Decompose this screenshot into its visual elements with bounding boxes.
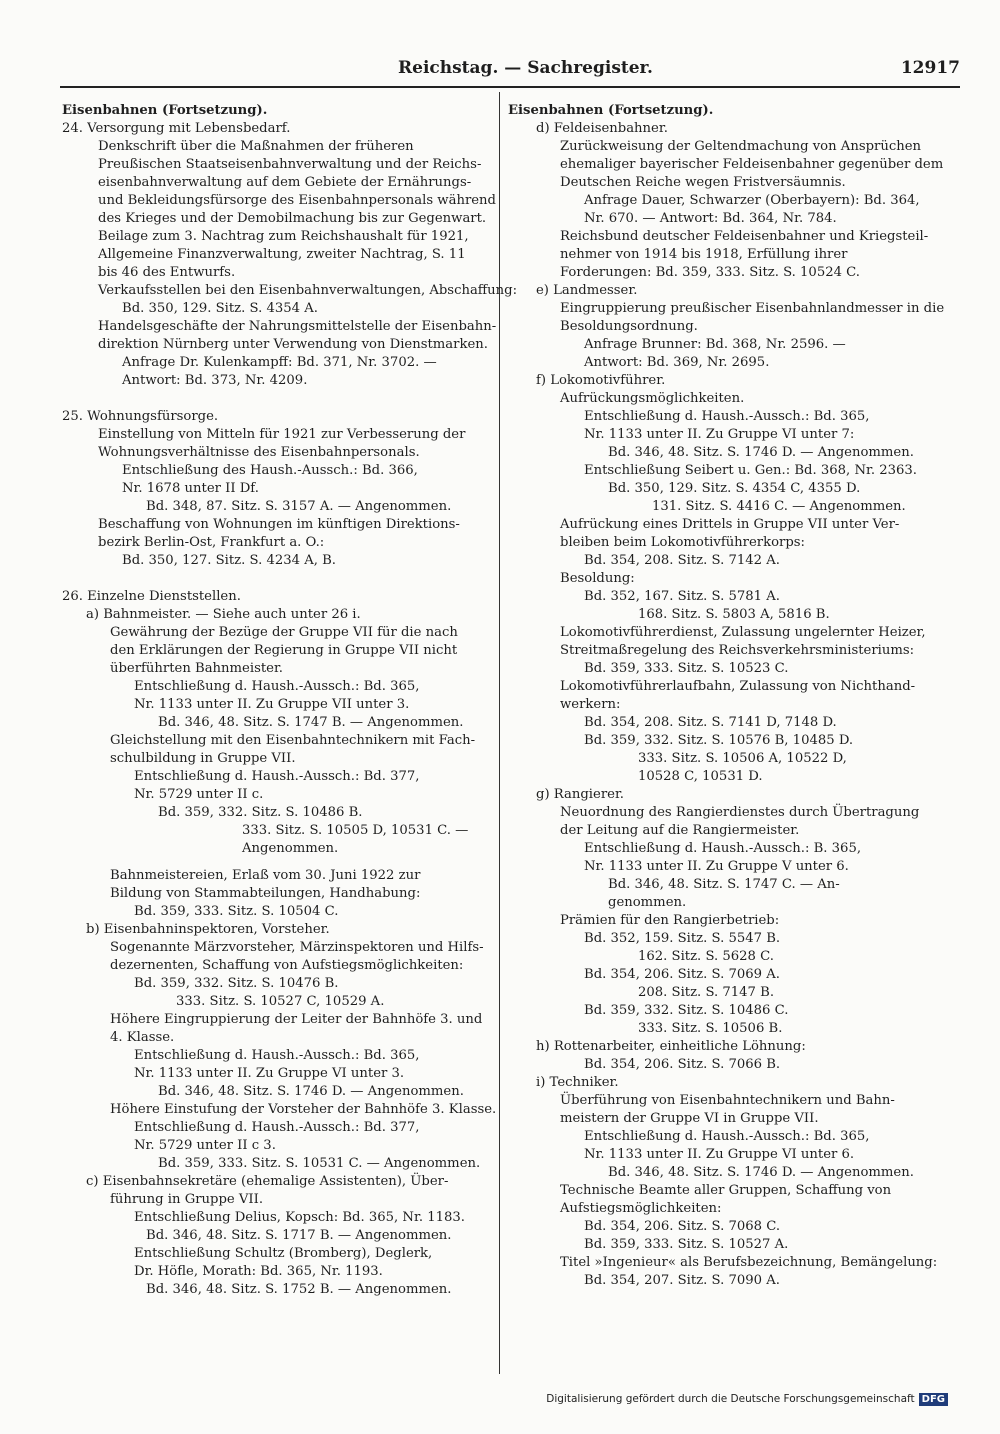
- index-entry-line: 333. Sitz. S. 10506 A, 10522 D,: [638, 751, 847, 766]
- index-entry-line: Bd. 346, 48. Sitz. S. 1746 D. — Angenommen.: [158, 1084, 464, 1099]
- index-entry-line: der Leitung auf die Rangiermeister.: [560, 823, 800, 838]
- index-entry-line: Aufrückung eines Drittels in Gruppe VII unter Ver-: [560, 517, 900, 532]
- index-entry-line: Eingruppierung preußischer Eisenbahnlandmesser in die: [560, 301, 945, 316]
- index-entry-line: Dr. Höfle, Morath: Bd. 365, Nr. 1193.: [134, 1264, 383, 1279]
- index-entry-line: Technische Beamte aller Gruppen, Schaffung von: [560, 1183, 892, 1198]
- index-entry-line: dezernenten, Schaffung von Aufstiegsmöglichkeiten:: [110, 958, 464, 973]
- index-entry-line: Bd. 359, 332. Sitz. S. 10476 B.: [134, 976, 339, 991]
- index-entry-line: genommen.: [608, 895, 687, 910]
- index-entry-line: Bd. 359, 332. Sitz. S. 10486 B.: [158, 805, 363, 820]
- index-entry-line: Überführung von Eisenbahntechnikern und Bahn-: [560, 1093, 895, 1108]
- index-entry-line: Nr. 1133 unter II. Zu Gruppe VI unter 7:: [584, 427, 855, 442]
- index-entry-line: Lokomotivführerdienst, Zulassung ungelernter Heizer,: [560, 625, 926, 640]
- numbered-heading: 26. Einzelne Dienststellen.: [62, 589, 241, 604]
- index-entry-line: Anfrage Brunner: Bd. 368, Nr. 2596. —: [584, 337, 846, 352]
- index-entry-line: Wohnungsverhältnisse des Eisenbahnpersonals.: [98, 445, 420, 460]
- index-entry-line: Bd. 359, 333. Sitz. S. 10523 C.: [584, 661, 789, 676]
- index-entry-line: Bd. 354, 207. Sitz. S. 7090 A.: [584, 1273, 780, 1288]
- index-entry-line: Bd. 348, 87. Sitz. S. 3157 A. — Angenommen.: [146, 499, 452, 514]
- section-heading: Eisenbahnen (Fortsetzung).: [508, 103, 714, 118]
- index-entry-line: Zurückweisung der Geltendmachung von Ansprüchen: [560, 139, 922, 154]
- index-entry-line: Bd. 354, 208. Sitz. S. 7141 D, 7148 D.: [584, 715, 837, 730]
- index-entry-line: schulbildung in Gruppe VII.: [110, 751, 296, 766]
- index-entry-line: Besoldung:: [560, 571, 635, 586]
- index-entry-line: Bd. 346, 48. Sitz. S. 1747 C. — An-: [608, 877, 840, 892]
- index-entry-line: Entschließung d. Haush.-Aussch.: Bd. 377,: [134, 769, 420, 784]
- left-column: [62, 102, 518, 1299]
- index-entry-line: Nr. 1133 unter II. Zu Gruppe V unter 6.: [584, 859, 849, 874]
- index-entry-line: Gleichstellung mit den Eisenbahntechnikern mit Fach-: [110, 733, 476, 748]
- index-entry-line: Antwort: Bd. 373, Nr. 4209.: [122, 373, 308, 388]
- index-entry-line: Entschließung d. Haush.-Aussch.: Bd. 365,: [584, 1129, 870, 1144]
- index-entry-line: Bd. 359, 333. Sitz. S. 10531 C. — Angenommen.: [158, 1156, 481, 1171]
- index-entry-line: Höhere Einstufung der Vorsteher der Bahnhöfe 3. Klasse.: [110, 1102, 497, 1117]
- index-entry-line: Allgemeine Finanzverwaltung, zweiter Nachtrag, S. 11: [98, 247, 466, 262]
- index-entry-line: Bd. 346, 48. Sitz. S. 1746 D. — Angenommen.: [608, 1165, 914, 1180]
- index-entry-line: Bd. 346, 48. Sitz. S. 1746 D. — Angenommen.: [608, 445, 914, 460]
- index-entry-line: Bd. 359, 333. Sitz. S. 10527 A.: [584, 1237, 789, 1252]
- index-entry-line: 4. Klasse.: [110, 1030, 175, 1045]
- index-entry-line: Entschließung d. Haush.-Aussch.: Bd. 365,: [134, 1048, 420, 1063]
- index-entry-line: Beilage zum 3. Nachtrag zum Reichshaushalt für 1921,: [98, 229, 469, 244]
- index-entry-line: Bahnmeistereien, Erlaß vom 30. Juni 1922 zur: [110, 868, 421, 883]
- running-title: Reichstag. — Sachregister.: [398, 58, 653, 78]
- index-entry-line: Bd. 350, 129. Sitz. S. 4354 C, 4355 D.: [608, 481, 861, 496]
- index-entry-line: Bd. 352, 167. Sitz. S. 5781 A.: [584, 589, 780, 604]
- sub-heading: g) Rangierer.: [536, 787, 624, 802]
- sub-heading: h) Rottenarbeiter, einheitliche Löhnung:: [536, 1039, 806, 1054]
- index-entry-line: des Krieges und der Demobilmachung bis zur Gegenwart.: [98, 211, 487, 226]
- index-entry-line: Höhere Eingruppierung der Leiter der Bahnhöfe 3. und: [110, 1012, 483, 1027]
- index-entry-line: Bildung von Stammabteilungen, Handhabung:: [110, 886, 421, 901]
- index-entry-line: Forderungen: Bd. 359, 333. Sitz. S. 10524 C.: [560, 265, 860, 280]
- index-entry-line: Anfrage Dr. Kulenkampff: Bd. 371, Nr. 3702. —: [122, 355, 437, 370]
- index-entry-line: bis 46 des Entwurfs.: [98, 265, 236, 280]
- index-entry-line: 168. Sitz. S. 5803 A, 5816 B.: [638, 607, 830, 622]
- index-entry-line: Aufstiegsmöglichkeiten:: [560, 1201, 722, 1216]
- index-entry-line: Bd. 354, 206. Sitz. S. 7066 B.: [584, 1057, 781, 1072]
- index-entry-line: Bd. 350, 127. Sitz. S. 4234 A, B.: [122, 553, 337, 568]
- index-entry-line: nehmer von 1914 bis 1918, Erfüllung ihrer: [560, 247, 848, 262]
- index-entry-line: Sogenannte Märzvorsteher, Märzinspektoren und Hilfs-: [110, 940, 484, 955]
- index-entry-line: Nr. 5729 unter II c.: [134, 787, 264, 802]
- index-entry-line: Bd. 346, 48. Sitz. S. 1717 B. — Angenommen.: [146, 1228, 452, 1243]
- index-entry-line: Reichsbund deutscher Feldeisenbahner und Kriegsteil-: [560, 229, 929, 244]
- index-entry-line: Entschließung Schultz (Bromberg), Deglerk,: [134, 1246, 433, 1261]
- index-entry-line: und Bekleidungsfürsorge des Eisenbahnpersonals während: [98, 193, 496, 208]
- index-entry-line: Deutschen Reiche wegen Fristversäumnis.: [560, 175, 846, 190]
- index-entry-line: führung in Gruppe VII.: [110, 1192, 264, 1207]
- index-entry-line: Bd. 354, 206. Sitz. S. 7068 C.: [584, 1219, 781, 1234]
- index-entry-line: Bd. 359, 332. Sitz. S. 10486 C.: [584, 1003, 789, 1018]
- index-entry-line: Lokomotivführerlaufbahn, Zulassung von Nichthand-: [560, 679, 916, 694]
- index-entry-line: 333. Sitz. S. 10527 C, 10529 A.: [176, 994, 385, 1009]
- spacer: [62, 390, 494, 408]
- section-heading: Eisenbahnen (Fortsetzung).: [62, 103, 268, 118]
- index-entry-line: Neuordnung des Rangierdienstes durch Übertragung: [560, 805, 920, 820]
- index-entry-line: Bd. 359, 332. Sitz. S. 10576 B, 10485 D.: [584, 733, 854, 748]
- sub-heading: c) Eisenbahnsekretäre (ehemalige Assistenten), Über-: [86, 1174, 449, 1189]
- index-entry-line: 162. Sitz. S. 5628 C.: [638, 949, 774, 964]
- index-entry-line: Gewährung der Bezüge der Gruppe VII für die nach: [110, 625, 458, 640]
- index-entry-line: ehemaliger bayerischer Feldeisenbahner gegenüber dem: [560, 157, 944, 172]
- index-entry-line: Besoldungsordnung.: [560, 319, 698, 334]
- index-entry-line: direktion Nürnberg unter Verwendung von Dienstmarken.: [98, 337, 488, 352]
- index-entry-line: Handelsgeschäfte der Nahrungsmittelstelle der Eisenbahn-: [98, 319, 497, 334]
- sub-heading: d) Feldeisenbahner.: [536, 121, 668, 136]
- index-entry-line: 333. Sitz. S. 10505 D, 10531 C. —: [242, 823, 469, 838]
- index-entry-line: Aufrückungsmöglichkeiten.: [560, 391, 745, 406]
- sub-heading: b) Eisenbahninspektoren, Vorsteher.: [86, 922, 330, 937]
- index-entry-line: den Erklärungen der Regierung in Gruppe VII nicht: [110, 643, 458, 658]
- index-entry-line: Titel »Ingenieur« als Berufsbezeichnung, Bemängelung:: [560, 1255, 938, 1270]
- index-entry-line: 333. Sitz. S. 10506 B.: [638, 1021, 783, 1036]
- index-entry-line: Verkaufsstellen bei den Eisenbahnverwaltungen, Abschaffung:: [98, 283, 518, 298]
- index-entry-line: Bd. 359, 333. Sitz. S. 10504 C.: [134, 904, 339, 919]
- dfg-logo: DFG: [919, 1393, 948, 1406]
- spacer: [62, 858, 494, 867]
- index-entry-line: Bd. 352, 159. Sitz. S. 5547 B.: [584, 931, 781, 946]
- index-entry-line: überführten Bahnmeister.: [110, 661, 283, 676]
- index-entry-line: Antwort: Bd. 369, Nr. 2695.: [584, 355, 770, 370]
- index-entry-line: bleiben beim Lokomotivführerkorps:: [560, 535, 805, 550]
- numbered-heading: 25. Wohnungsfürsorge.: [62, 409, 219, 424]
- sub-heading: e) Landmesser.: [536, 283, 638, 298]
- index-entry-line: Anfrage Dauer, Schwarzer (Oberbayern): Bd. 364,: [584, 193, 920, 208]
- index-entry-line: 208. Sitz. S. 7147 B.: [638, 985, 775, 1000]
- index-entry-line: Preußischen Staatseisenbahnverwaltung und der Reichs-: [98, 157, 482, 172]
- index-entry-line: Bd. 346, 48. Sitz. S. 1747 B. — Angenommen.: [158, 715, 464, 730]
- right-column: [508, 102, 945, 1290]
- index-entry-line: Bd. 354, 206. Sitz. S. 7069 A.: [584, 967, 780, 982]
- index-entry-line: bezirk Berlin-Ost, Frankfurt a. O.:: [98, 535, 325, 550]
- sub-heading: f) Lokomotivführer.: [536, 373, 666, 388]
- index-entry-line: Bd. 346, 48. Sitz. S. 1752 B. — Angenommen.: [146, 1282, 452, 1297]
- index-entry-line: Beschaffung von Wohnungen im künftigen Direktions-: [98, 517, 460, 532]
- footer-credit: [546, 1393, 948, 1406]
- index-entry-line: Entschließung d. Haush.-Aussch.: Bd. 365,: [584, 409, 870, 424]
- index-entry-line: Prämien für den Rangierbetrieb:: [560, 913, 780, 928]
- index-entry-line: Entschließung Delius, Kopsch: Bd. 365, Nr. 1183.: [134, 1210, 465, 1225]
- index-entry-line: Entschließung des Haush.-Aussch.: Bd. 366,: [122, 463, 418, 478]
- index-entry-line: Bd. 350, 129. Sitz. S. 4354 A.: [122, 301, 318, 316]
- index-entry-line: Denkschrift über die Maßnahmen der früheren: [98, 139, 414, 154]
- index-entry-line: Einstellung von Mitteln für 1921 zur Verbesserung der: [98, 427, 466, 442]
- index-entry-line: Entschließung Seibert u. Gen.: Bd. 368, Nr. 2363.: [584, 463, 917, 478]
- index-entry-line: 10528 C, 10531 D.: [638, 769, 763, 784]
- index-entry-line: Nr. 5729 unter II c 3.: [134, 1138, 276, 1153]
- index-entry-line: meistern der Gruppe VI in Gruppe VII.: [560, 1111, 819, 1126]
- index-entry-line: Streitmaßregelung des Reichsverkehrsministeriums:: [560, 643, 915, 658]
- sub-heading: i) Techniker.: [536, 1075, 619, 1090]
- footer-text: Digitalisierung gefördert durch die Deutsche Forschungsgemeinschaft: [546, 1393, 915, 1405]
- index-entry-line: Entschließung d. Haush.-Aussch.: B. 365,: [584, 841, 862, 856]
- index-entry-line: eisenbahnverwaltung auf dem Gebiete der Ernährungs-: [98, 175, 472, 190]
- index-entry-line: werkern:: [560, 697, 621, 712]
- index-entry-line: Bd. 354, 208. Sitz. S. 7142 A.: [584, 553, 780, 568]
- index-entry-line: Entschließung d. Haush.-Aussch.: Bd. 365,: [134, 679, 420, 694]
- index-entry-line: 131. Sitz. S. 4416 C. — Angenommen.: [652, 499, 906, 514]
- sub-heading: a) Bahnmeister. — Siehe auch unter 26 i.: [86, 607, 361, 622]
- page-header: [62, 58, 962, 84]
- numbered-heading: 24. Versorgung mit Lebensbedarf.: [62, 121, 291, 136]
- index-entry-line: Nr. 1133 unter II. Zu Gruppe VI unter 6.: [584, 1147, 855, 1162]
- index-entry-line: Nr. 1133 unter II. Zu Gruppe VII unter 3.: [134, 697, 410, 712]
- page-number: 12917: [900, 58, 960, 78]
- index-entry-line: Nr. 1678 unter II Df.: [122, 481, 259, 496]
- index-entry-line: Nr. 1133 unter II. Zu Gruppe VI unter 3.: [134, 1066, 405, 1081]
- index-entry-line: Nr. 670. — Antwort: Bd. 364, Nr. 784.: [584, 211, 837, 226]
- spacer: [62, 570, 494, 588]
- header-rule: [60, 86, 960, 88]
- index-entry-line: Angenommen.: [242, 841, 339, 856]
- index-entry-line: Entschließung d. Haush.-Aussch.: Bd. 377,: [134, 1120, 420, 1135]
